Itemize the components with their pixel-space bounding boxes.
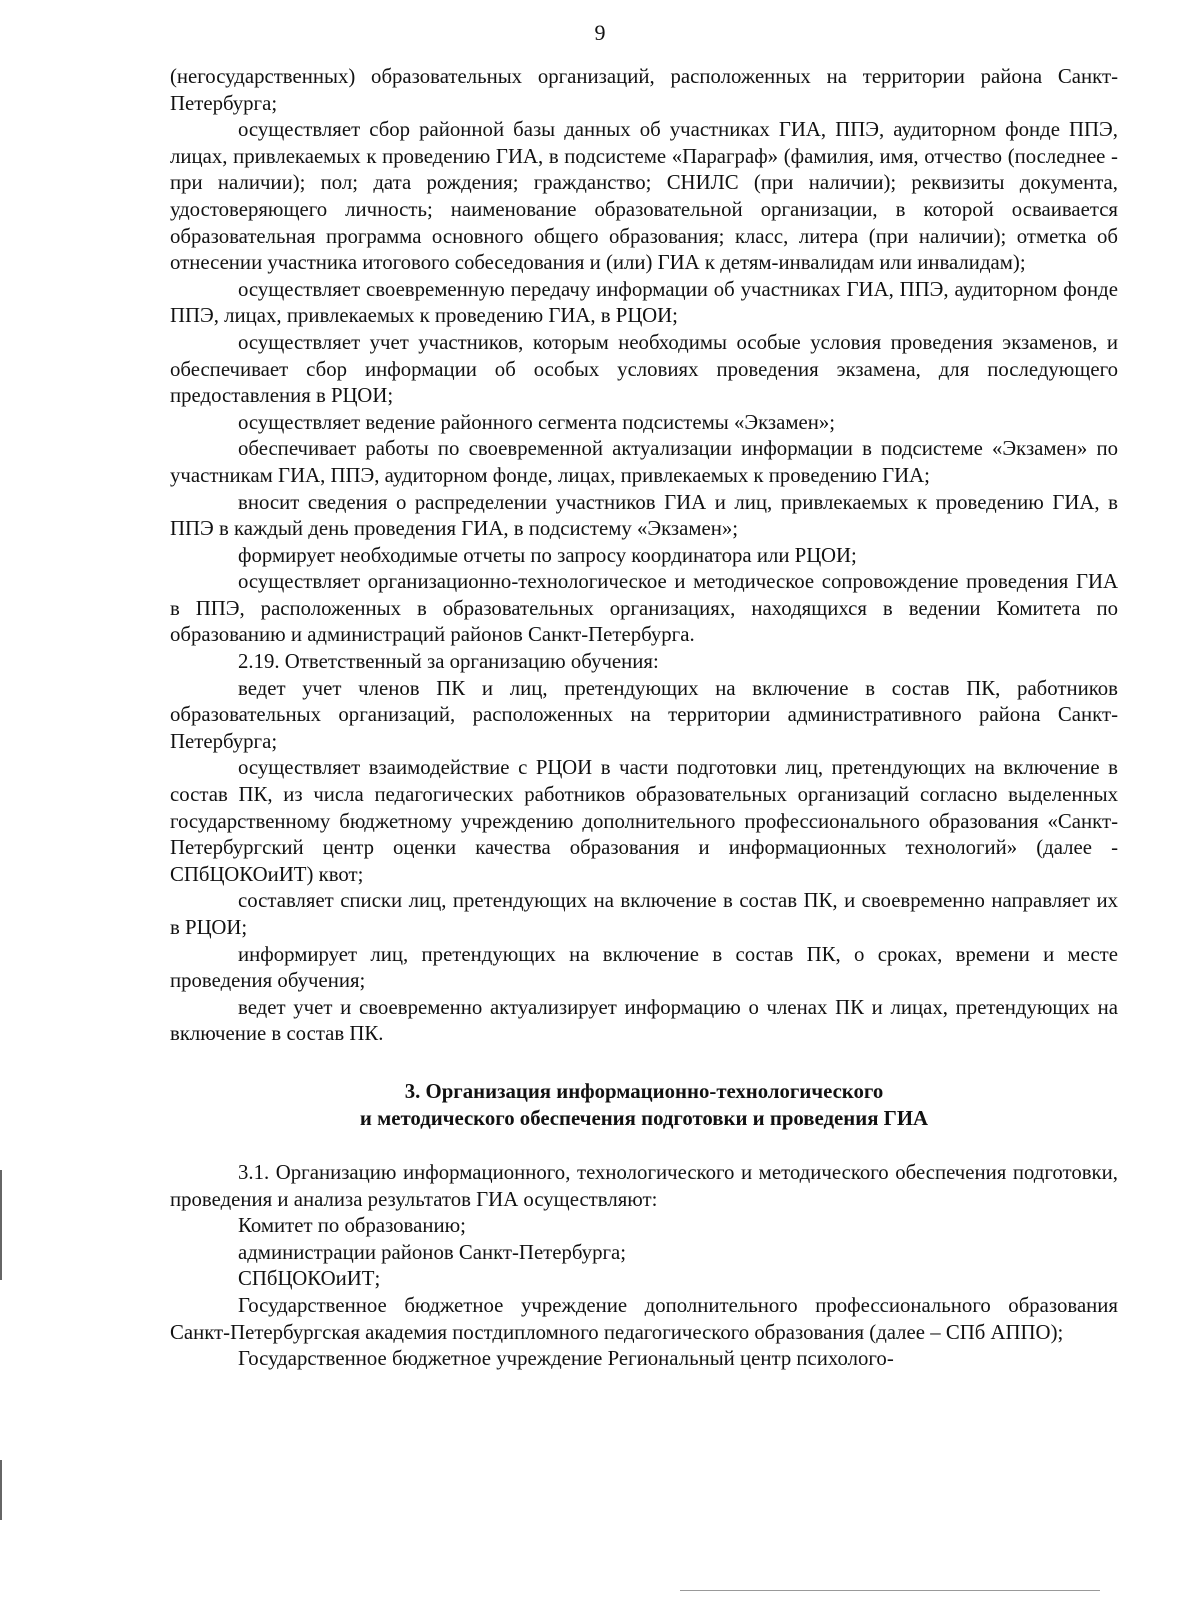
scan-bottom-line bbox=[680, 1590, 1100, 1591]
list-item: администрации районов Санкт-Петербурга; bbox=[238, 1240, 627, 1264]
paragraph: обеспечивает работы по своевременной актуализации информации в подсистеме «Экзамен» по участникам ГИА, ППЭ, аудиторном фонде, лицах, привлекаемых к проведению ГИА; bbox=[170, 437, 1118, 487]
clause-heading: 2.19. Ответственный за организацию обучения: bbox=[238, 650, 659, 674]
paragraph: вносит сведения о распределении участников ГИА и лиц, привлекаемых к проведению ГИА, в ППЭ в каждый день проведения ГИА, в подсистему «Экзамен»; bbox=[170, 490, 1118, 541]
scan-edge-mark bbox=[0, 1460, 2, 1520]
section-heading-line: 3. Организация информационно-технологического bbox=[404, 1079, 884, 1103]
paragraph: информирует лиц, претендующих на включение в состав ПК, о сроках, времени и месте проведения обучения; bbox=[170, 942, 1118, 993]
page-number: 9 bbox=[594, 20, 606, 45]
paragraph: осуществляет сбор районной базы данных об участниках ГИА, ППЭ, аудиторном фонде ППЭ, лицах, привлекаемых к проведению ГИА, в подсистеме «Параграф» (фамилия, имя, отчество (последнее - при наличии); пол; дата рождения; гражданство; СНИЛС (при наличии); реквизиты документа, удостоверяющего личность; наименование образовательной организации, в которой осваивается образовательная программа основного общего образования; класс, литера (при наличии); отметка об отнесении участника итогового собеседования и (или) ГИА к детям-инвалидам или инвалидам); bbox=[170, 118, 1118, 275]
paragraph: (негосударственных) образовательных организаций, расположенных на территории района Санкт-Петербурга; bbox=[170, 65, 1118, 115]
paragraph: 3.1. Организацию информационного, технологического и методического обеспечения подготовки, проведения и анализа результатов ГИА осуществляют: bbox=[170, 1160, 1118, 1211]
paragraph: осуществляет организационно-технологическое и методическое сопровождение проведения ГИА в ППЭ, расположенных в образовательных организациях, находящихся в ведении Комитета по образованию и администраций районов Санкт-Петербурга. bbox=[170, 570, 1118, 647]
paragraph: осуществляет учет участников, которым необходимы особые условия проведения экзаменов, и обеспечивает сбор информации об особых условиях проведения экзамена, для последующего предоставления в РЦОИ; bbox=[170, 330, 1118, 408]
paragraph: осуществляет ведение районного сегмента подсистемы «Экзамен»; bbox=[238, 410, 836, 434]
section-heading-line: и методического обеспечения подготовки и проведения ГИА bbox=[359, 1106, 929, 1130]
paragraph: формирует необходимые отчеты по запросу координатора или РЦОИ; bbox=[238, 543, 857, 567]
paragraph: составляет списки лиц, претендующих на включение в состав ПК, и своевременно направляет их в РЦОИ; bbox=[170, 889, 1118, 939]
document-body bbox=[170, 64, 1118, 1373]
paragraph: осуществляет своевременную передачу информации об участниках ГИА, ППЭ, аудиторном фонде ППЭ, лицах, привлекаемых к проведению ГИА, в РЦОИ; bbox=[170, 277, 1118, 328]
paragraph: ведет учет и своевременно актуализирует информацию о членах ПК и лицах, претендующих на включение в состав ПК. bbox=[170, 995, 1118, 1046]
paragraph: ведет учет членов ПК и лиц, претендующих на включение в состав ПК, работников образовательных организаций, расположенных на территории административного района Санкт-Петербурга; bbox=[170, 676, 1118, 753]
list-item: Государственное бюджетное учреждение Региональный центр психолого- bbox=[238, 1347, 894, 1371]
scan-edge-mark bbox=[0, 1170, 2, 1280]
list-item: Комитет по образованию; bbox=[238, 1214, 466, 1238]
section-heading bbox=[170, 1078, 1118, 1132]
paragraph: осуществляет взаимодействие с РЦОИ в части подготовки лиц, претендующих на включение в состав ПК, из числа педагогических работников образовательных организаций согласно выделенных государственному бюджетному учреждению дополнительного профессионального образования «Санкт-Петербургский центр оценки качества образования и информационных технологий» (далее - СПбЦОКОиИТ) квот; bbox=[170, 756, 1118, 886]
list-item: Государственное бюджетное учреждение дополнительного профессионального образования Санкт-Петербургская академия постдипломного педагогического образования (далее – СПб АППО); bbox=[170, 1293, 1118, 1344]
list-item: СПбЦОКОиИТ; bbox=[238, 1267, 381, 1291]
